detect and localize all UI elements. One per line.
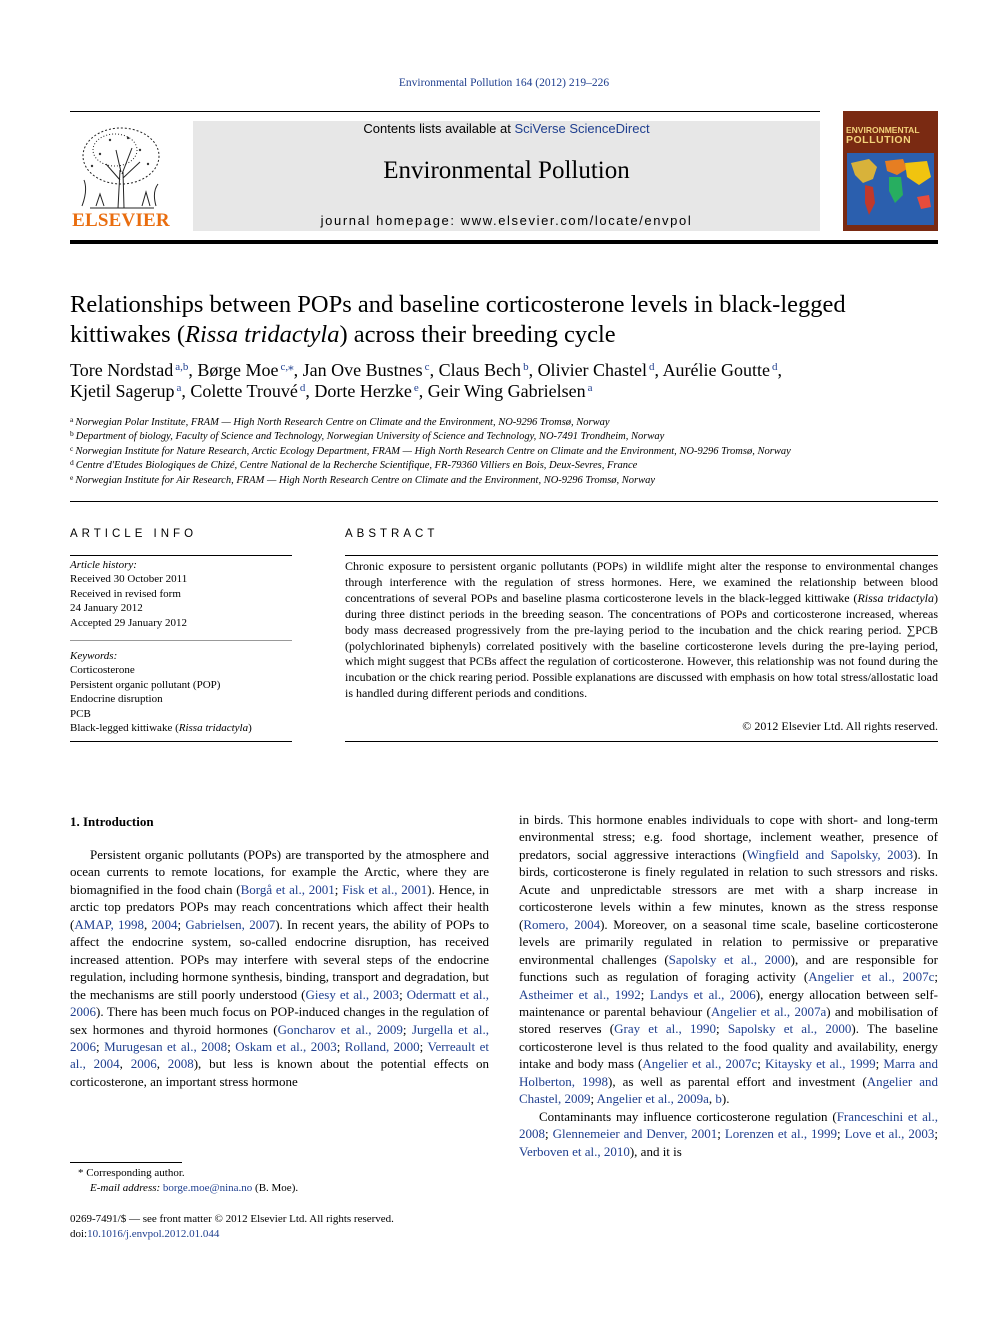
citation-link[interactable]: Rolland, 2000 bbox=[344, 1038, 420, 1054]
title-part1: Relationships between POPs and baseline corticosterone levels in black-legged kittiwakes ( bbox=[70, 291, 846, 348]
history-entry: 24 January 2012 bbox=[70, 602, 143, 615]
article-history bbox=[70, 558, 292, 630]
affiliations bbox=[70, 416, 938, 488]
citation-link[interactable]: 2006 bbox=[130, 1056, 157, 1072]
abstract-heading: ABSTRACT bbox=[345, 528, 439, 540]
keywords-label: Keywords: bbox=[70, 650, 118, 662]
citation-link[interactable]: Landys et al., 2006 bbox=[649, 986, 756, 1002]
citation-link[interactable]: Sapolsky et al., 2000 bbox=[668, 951, 791, 967]
cover-title-line1: ENVIRONMENTAL bbox=[846, 125, 920, 135]
citation-link[interactable]: Gray et al., 1990 bbox=[614, 1021, 716, 1037]
author-list: Tore Nordstad $^{a,b}$, Børge Moe $^{c,⁎}$, Jan Ove Bustnes $^c$, Claus Bech $^b$, Olivier Chastel $^d$, Aurélie Goutte $^d$, Kjetil Sagerup $^a$, Colette Trouvé $^d$, Dorte Herzke $^e$, Geir Wing Gabrielsen $^a$ bbox=[70, 360, 783, 401]
citation-link[interactable]: Verreault et al., 2004 bbox=[70, 1038, 489, 1072]
article-info-mid-rule bbox=[70, 640, 292, 641]
abstract-copyright: © 2012 Elsevier Ltd. All rights reserved. bbox=[742, 719, 938, 733]
author[interactable]: Geir Wing Gabrielsen $^a$ bbox=[427, 381, 593, 401]
citation-link[interactable]: Giesy et al., 2003 bbox=[305, 986, 400, 1002]
keyword: Corticosterone bbox=[70, 664, 135, 677]
affiliation: $^e$ Norwegian Institute for Air Research, FRAM — High North Research Centre on Climate and the Environment, NO-9296 Tromsø, Norway bbox=[70, 472, 656, 486]
citation-link[interactable]: Angelier et al., 2009a bbox=[596, 1091, 709, 1107]
affiliation: $^a$ Norwegian Polar Institute, FRAM — High North Research Centre on Climate and the Environment, NO-9296 Tromsø, Norway bbox=[70, 415, 610, 428]
journal-homepage[interactable]: journal homepage: www.elsevier.com/locate/envpol bbox=[320, 213, 693, 228]
elsevier-wordmark: ELSEVIER bbox=[72, 210, 170, 231]
citation-link[interactable]: Astheimer et al., 1992 bbox=[519, 986, 641, 1002]
issn-line: 0269-7491/$ — see front matter © 2012 Elsevier Ltd. All rights reserved. bbox=[70, 1213, 394, 1225]
citation-link[interactable]: Franceschini et al., 2008 bbox=[519, 1108, 938, 1142]
citation-link[interactable]: Lorenzen et al., 1999 bbox=[724, 1126, 838, 1142]
contents-prefix: Contents lists available at bbox=[363, 121, 515, 136]
citation-link[interactable]: Kitaysky et al., 1999 bbox=[765, 1056, 876, 1072]
affiliation: $^c$ Norwegian Institute for Nature Research, Arctic Ecology Department, FRAM — High North Research Centre on Climate and the Environment, NO-9296 Tromsø, Norway bbox=[70, 443, 791, 457]
abstract-top-rule bbox=[345, 555, 938, 556]
citation-link[interactable]: Glennemeier and Denver, 2001 bbox=[552, 1126, 718, 1142]
keyword: PCB bbox=[70, 707, 91, 720]
section-divider bbox=[70, 501, 938, 502]
email-label: E-mail address: bbox=[90, 1182, 161, 1194]
citation-link[interactable]: Odermatt et al., 2006 bbox=[70, 986, 490, 1020]
citation-link[interactable]: Borgå et al., 2001 bbox=[240, 881, 335, 897]
citation-link[interactable]: Fisk et al., 2001 bbox=[342, 881, 428, 897]
title-part2: ) across their breeding cycle bbox=[339, 321, 616, 348]
author[interactable]: Aurélie Goutte $^d$ bbox=[662, 360, 778, 380]
citation-link[interactable]: Marra and Holberton, 1998 bbox=[519, 1056, 938, 1089]
body-column-left bbox=[70, 846, 489, 1090]
sciencedirect-link[interactable]: SciVerse ScienceDirect bbox=[514, 121, 650, 136]
header-bottom-rule bbox=[70, 240, 938, 244]
author[interactable]: Claus Bech $^b$ bbox=[438, 360, 529, 380]
citation-link[interactable]: Goncharov et al., 2009 bbox=[277, 1021, 403, 1037]
citation-link[interactable]: Angelier et al., 2007c bbox=[642, 1056, 758, 1072]
author[interactable]: Kjetil Sagerup $^a$ bbox=[70, 381, 182, 401]
article-info-bottom-rule bbox=[70, 741, 292, 742]
intro-paragraph-1: Persistent organic pollutants (POPs) are transported by the atmosphere and ocean currents to remote locations, for example the Arctic, where they are biomagnified in the food chain (Borgå et al., 2001; Fisk et al., 2001). Hence, in arctic top predators POPs may reach concentrations which affect their health (AMAP, 1998, 2004; Gabrielsen, 2007). In recent years, the ability of POPs to affect the endocrine system, so-called endocrine disruption, has received increased attention. POPs may interfere with several steps of the endocrine regulation, including hormone synthesis, binding, transport and degradation, but the mechanisms are still poorly understood (Giesy et al., 2003; Odermatt et al., 2006). There has been much focus on POP-induced changes in the regulation of sex hormones and thyroid hormones (Goncharov et al., 2009; Jurgella et al., 2006; Murugesan et al., 2008; Oskam et al., 2003; Rolland, 2000; Verreault et al., 2004, 2006, 2008), but less is known about the potential effects on corticosterone, an important stress hormone bbox=[70, 847, 490, 1089]
citation-link[interactable]: AMAP, 1998 bbox=[74, 916, 144, 932]
journal-cover-thumbnail[interactable] bbox=[843, 111, 938, 231]
keyword: Black-legged kittiwake (Rissa tridactyla) bbox=[70, 722, 252, 735]
journal-name[interactable]: Environmental Pollution bbox=[383, 157, 630, 184]
author[interactable]: Dorte Herzke $^e$ bbox=[314, 381, 419, 401]
citation-link[interactable]: b bbox=[715, 1091, 722, 1107]
citation-link[interactable]: Murugesan et al., 2008 bbox=[104, 1038, 228, 1054]
author[interactable]: Colette Trouvé $^d$ bbox=[190, 381, 306, 401]
citation-link[interactable]: 2004 bbox=[151, 916, 178, 932]
author[interactable]: Jan Ove Bustnes $^c$ bbox=[302, 360, 430, 380]
citation-link[interactable]: Angelier et al., 2007c bbox=[808, 969, 935, 985]
citation-link[interactable]: Verboven et al., 2010 bbox=[519, 1143, 630, 1159]
author[interactable]: Børge Moe $^{c,⁎}$ bbox=[197, 360, 294, 380]
doi-link[interactable]: 10.1016/j.envpol.2012.01.044 bbox=[87, 1227, 220, 1240]
cover-title-line2: POLLUTION bbox=[846, 134, 912, 146]
corresponding-author-footnote: * Corresponding author. E-mail address: borge.moe@nina.no (B. Moe). bbox=[78, 1167, 299, 1194]
contents-line bbox=[193, 121, 820, 136]
citation-link[interactable]: Angelier and Chastel, 2009 bbox=[519, 1073, 938, 1107]
affiliation: $^b$ Department of biology, Faculty of Science and Technology, Norwegian University of Science and Technology, NO-7491 Trondheim, Norway bbox=[70, 429, 665, 443]
introduction-heading: 1. Introduction bbox=[70, 814, 154, 829]
article-info-top-rule bbox=[70, 555, 292, 556]
title-species: Rissa tridactyla bbox=[185, 321, 340, 348]
history-entry: Received in revised form bbox=[70, 587, 181, 600]
keyword: Endocrine disruption bbox=[70, 693, 163, 706]
publication-info bbox=[70, 1212, 489, 1241]
citation-link[interactable]: Wingfield and Sapolsky, 2003 bbox=[746, 846, 914, 862]
history-entry: Received 30 October 2011 bbox=[70, 573, 188, 586]
doi-line: doi:10.1016/j.envpol.2012.01.044 bbox=[70, 1227, 220, 1240]
cover-world-map-image bbox=[847, 153, 934, 225]
author[interactable]: Olivier Chastel $^d$ bbox=[537, 360, 655, 380]
article-info-heading: ARTICLE INFO bbox=[70, 528, 198, 540]
abstract-bottom-rule bbox=[345, 741, 938, 742]
citation-link[interactable]: Romero, 2004 bbox=[523, 916, 601, 932]
intro-paragraph-1-continued: in birds. This hormone enables individuals to cope with short- and long-term environmental stress; e.g. food shortage, inclement weather, presence of predators, social aggressive interactions (Wingfield and Sapolsky, 2003). In birds, corticosterone is finely regulated in relation to such stressors and risks. Acute and unpredictable stressors are met with a sharp increase in corticosterone levels within a few minutes, known as the stress response (Romero, 2004). Moreover, on a seasonal time scale, baseline corticosterone levels are primarily regulated in relation to permissive or preparative environmental challenges (Sapolsky et al., 2000), and are responsible for functions such as regulation of foraging activity (Angelier et al., 2007c; Astheimer et al., 1992; Landys et al., 2006), energy allocation between self-maintenance or parental behaviour (Angelier et al., 2007a) and mobilisation of stored reserves (Gray et al., 1990; Sapolsky et al., 2000). The baseline corticosterone level is thus related to the food quality and availability, energy intake and body mass (Angelier et al., 2007c; Kitaysky et al., 1999; Marra and Holberton, 1998), as well as parental effort and investment (Angelier and Chastel, 2009; Angelier et al., 2009a, b). bbox=[519, 812, 939, 1107]
intro-paragraph-2: Contaminants may influence corticosterone regulation (Franceschini et al., 2008; Glennemeier and Denver, 2001; Lorenzen et al., 1999; Love et al., 2003; Verboven et al., 2010), and it is bbox=[519, 1108, 938, 1159]
citation-link[interactable]: Angelier et al., 2007a bbox=[710, 1003, 827, 1019]
affiliation: $^d$ Centre d'Etudes Biologiques de Chizé, Centre National de la Recherche Scientifique, FR-79360 Villiers en Bois, Deux-Sevres, France bbox=[70, 458, 638, 472]
abstract-text: Chronic exposure to persistent organic pollutants (POPs) in wildlife might alter the response to environmental changes through interference with the regulation of stress hormones. Here, we examined the relationship between blood concentrations of several POPs and baseline plasma corticosterone levels in the black-legged kittiwake (Rissa tridactyla) during three distinct periods in the breeding season. The concentrations of POPs and corticosterone increased, whereas body mass decreased progressively from the pre-laying period to the incubation and the chick rearing period. ∑PCB (polychlorinated biphenyls) correlated positively with the baseline corticosterone levels during the pre-laying period, which might suggest that PCBs affect the regulation of corticosterone. However, this relationship was not found during the incubation or the chick rearing period. Possible explanations are discussed with emphasis on how total stress/allostatic load is handled during different periods and conditions. bbox=[345, 559, 938, 701]
author[interactable]: Tore Nordstad $^{a,b}$ bbox=[70, 360, 189, 380]
citation-link[interactable]: Gabrielsen, 2007 bbox=[185, 916, 276, 932]
keywords bbox=[70, 649, 292, 735]
keyword: Persistent organic pollutant (POP) bbox=[70, 678, 221, 691]
footnote-rule bbox=[70, 1162, 182, 1163]
citation-link[interactable]: 2008 bbox=[167, 1056, 194, 1072]
journal-banner bbox=[193, 121, 820, 231]
citation-link[interactable]: Love et al., 2003 bbox=[844, 1126, 935, 1142]
citation-link[interactable]: Jurgella et al., 2006 bbox=[70, 1021, 489, 1054]
cover-title bbox=[846, 125, 936, 145]
citation-link[interactable]: Oskam et al., 2003 bbox=[235, 1038, 337, 1054]
history-label: Article history: bbox=[70, 559, 137, 571]
email-link[interactable]: borge.moe@nina.no bbox=[162, 1182, 253, 1194]
journal-citation[interactable]: Environmental Pollution 164 (2012) 219–226 bbox=[398, 77, 610, 89]
article-title bbox=[70, 290, 938, 350]
header-top-rule bbox=[70, 111, 820, 112]
citation-link[interactable]: Sapolsky et al., 2000 bbox=[727, 1021, 852, 1037]
corresponding-label: Corresponding author. bbox=[86, 1167, 185, 1179]
history-entry: Accepted 29 January 2012 bbox=[70, 616, 187, 629]
body-column-right bbox=[519, 811, 938, 1160]
